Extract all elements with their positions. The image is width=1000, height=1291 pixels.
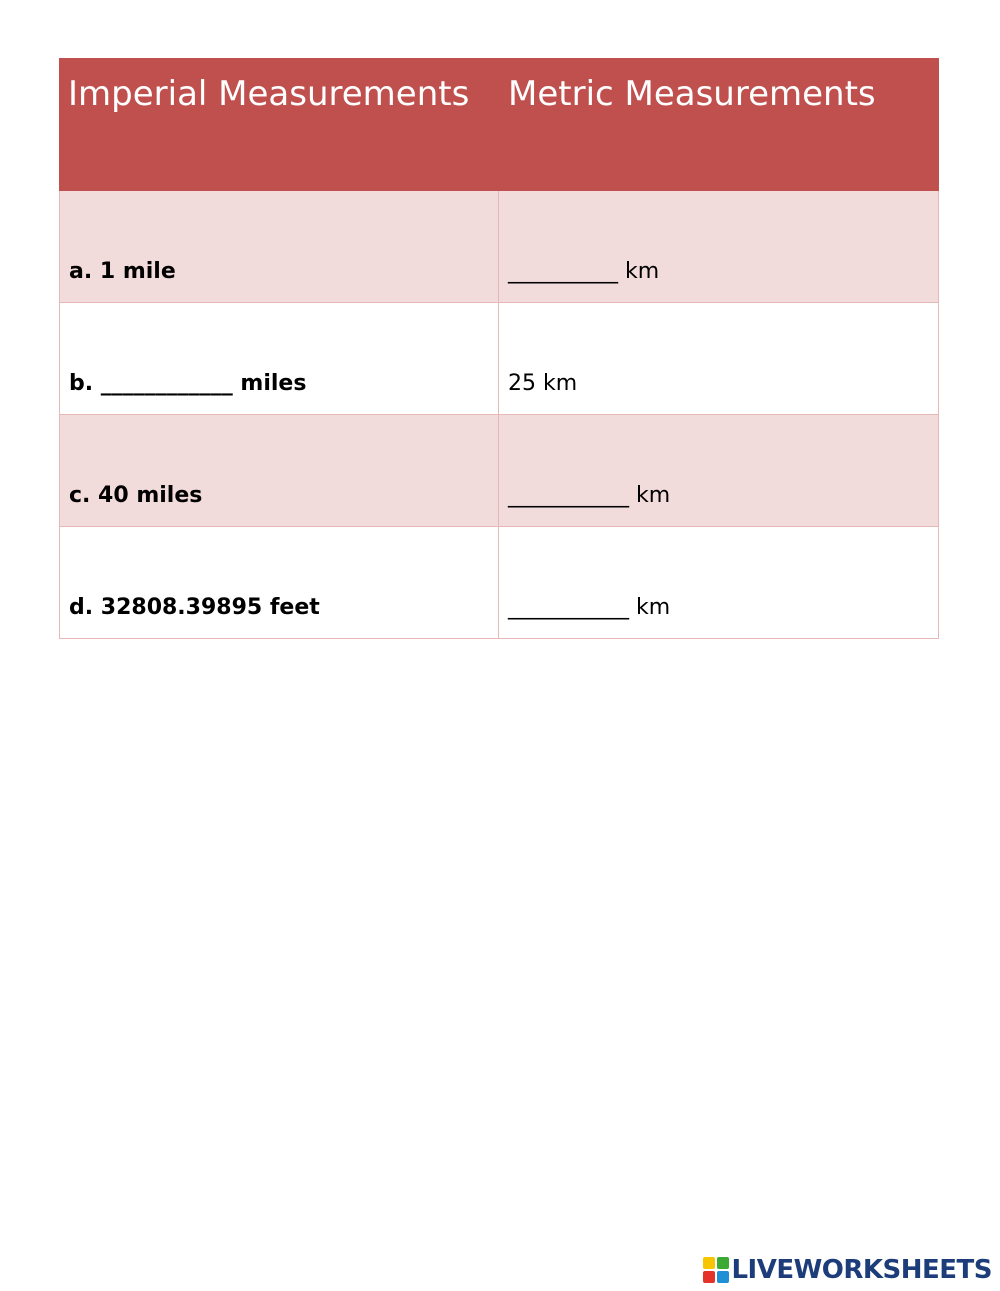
logo-blocks-icon	[703, 1257, 729, 1283]
metric-cell[interactable]: ___________ km	[499, 415, 939, 526]
table-row	[59, 527, 939, 639]
liveworksheets-logo	[703, 1254, 992, 1286]
logo-block-blue	[717, 1271, 729, 1283]
metric-cell[interactable]: __________ km	[499, 191, 939, 302]
metric-cell[interactable]: ___________ km	[499, 527, 939, 638]
table-row	[59, 415, 939, 527]
table-row	[59, 191, 939, 303]
header-imperial: Imperial Measurements	[68, 74, 470, 114]
imperial-cell: d. 32808.39895 feet	[59, 527, 499, 638]
metric-cell: 25 km	[499, 303, 939, 414]
logo-block-yellow	[703, 1257, 715, 1269]
imperial-cell: a. 1 mile	[59, 191, 499, 302]
table-row	[59, 303, 939, 415]
logo-block-green	[717, 1257, 729, 1269]
conversion-table	[59, 58, 939, 639]
imperial-cell: c. 40 miles	[59, 415, 499, 526]
logo-block-red	[703, 1271, 715, 1283]
imperial-cell[interactable]: b. ____________ miles	[59, 303, 499, 414]
header-metric: Metric Measurements	[508, 74, 876, 114]
table-header-row	[59, 58, 939, 191]
logo-text: LIVEWORKSHEETS	[731, 1255, 992, 1285]
